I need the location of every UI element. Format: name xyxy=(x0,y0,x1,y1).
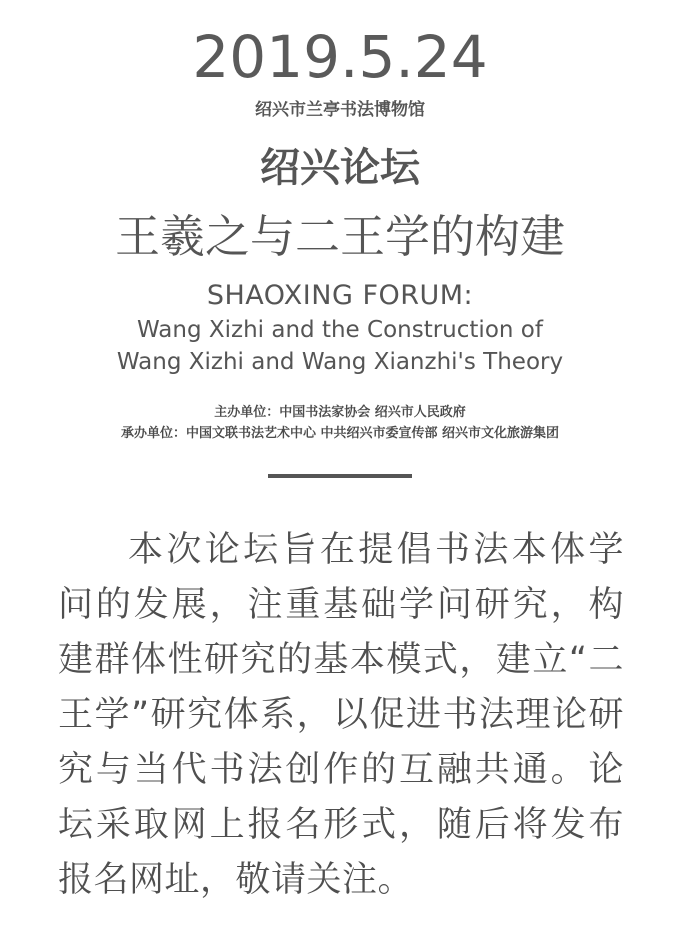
host-units: 主办单位：中国书法家协会 绍兴市人民政府 xyxy=(214,405,466,420)
forum-description: 本次论坛旨在提倡书法本体学问的发展，注重基础学问研究，构建群体性研究的基本模式，建立“二王学”研究体系，以促进书法理论研究与当代书法创作的互融共通。论坛采取网上报名形式，随后将发布报名网址，敬请关注。 xyxy=(58,530,624,900)
forum-title-cn: 绍兴论坛 xyxy=(260,145,420,191)
organizing-units: 承办单位：中国文联书法艺术中心 中共绍兴市委宣传部 绍兴市文化旅游集团 xyxy=(120,426,560,441)
event-venue: 绍兴市兰亭书法博物馆 xyxy=(255,100,425,120)
section-divider xyxy=(268,474,412,478)
organizers-block xyxy=(0,402,680,444)
forum-title-en-line-2: Wang Xizhi and Wang Xianzhi's Theory xyxy=(116,349,564,375)
event-date: 2019.5.24 xyxy=(192,23,488,91)
forum-title-en-line-1: Wang Xizhi and the Construction of xyxy=(137,317,543,343)
forum-title-en-heading: SHAOXING FORUM: xyxy=(206,280,474,311)
forum-subtitle-cn: 王羲之与二王学的构建 xyxy=(114,210,565,263)
forum-title-en xyxy=(0,278,680,378)
